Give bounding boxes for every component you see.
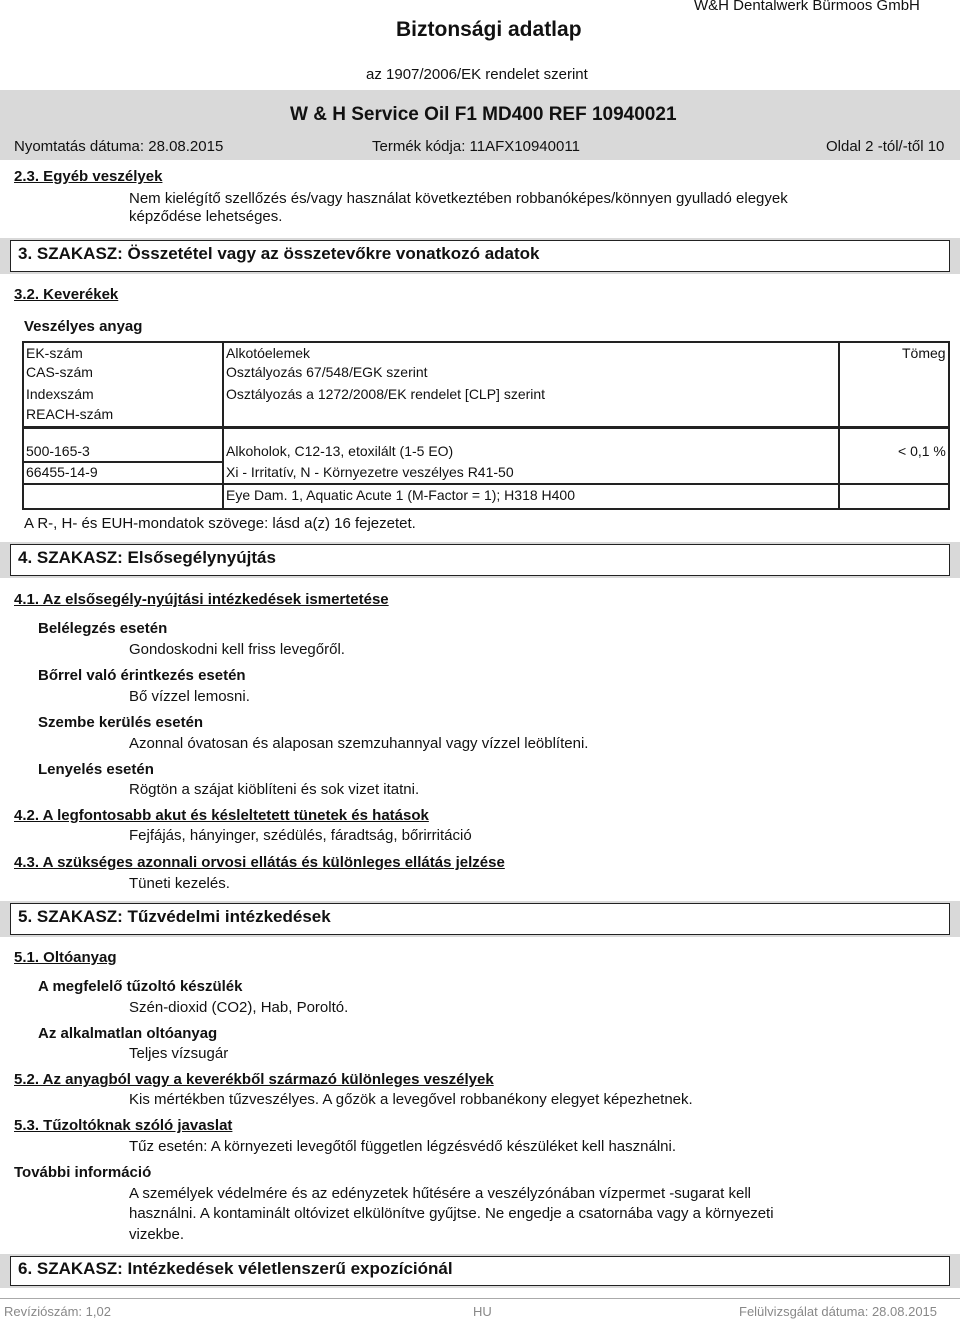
ingestion-text: Rögtön a szájat kiöblíteni és sok vizet itatni. <box>129 781 420 798</box>
td-ek: 500-165-3 <box>26 443 90 459</box>
eye-contact-text: Azonnal óvatosan és alaposan szemzuhannyal vagy vízzel leöblíteni. <box>129 735 589 752</box>
th-mass: Tömeg <box>902 345 946 361</box>
revision-number: Revíziószám: 1,02 <box>4 1304 111 1319</box>
inhalation-heading: Belélegzés esetén <box>38 620 168 637</box>
td-class-2: Eye Dam. 1, Aquatic Acute 1 (M-Factor = 1); H318 H400 <box>226 487 575 503</box>
section-2-3-heading: 2.3. Egyéb veszélyek <box>14 168 163 185</box>
section-3-box <box>10 240 950 272</box>
hazardous-substance-label: Veszélyes anyag <box>24 318 143 335</box>
section-4-box <box>10 544 950 576</box>
further-info-line-2: használni. A kontaminált oltóvizet elkülönítve gyűjtse. Ne engedje a csatornába vagy a környezeti <box>129 1205 774 1222</box>
section-6-title: 6. SZAKASZ: Intézkedések véletlenszerű expozíciónál <box>18 1259 453 1278</box>
section-6-box <box>10 1256 950 1286</box>
th-class-67: Osztályozás 67/548/EGK szerint <box>226 364 428 380</box>
s23-line-1: Nem kielégítő szellőzés és/vagy használat következtében robbanóképes/könnyen gyulladó elegyek <box>129 190 788 207</box>
td-name: Alkoholok, C12-13, etoxilált (1-5 EO) <box>226 443 454 459</box>
section-5-2-text: Kis mértékben tűzveszélyes. A gőzök a levegővel robbanékony elegyet képezhetnek. <box>129 1091 693 1108</box>
s23-line-2: képződése lehetséges. <box>129 208 283 225</box>
section-5-1-heading: 5.1. Oltóanyag <box>14 949 117 966</box>
section-4-3-text: Tüneti kezelés. <box>129 875 230 892</box>
section-4-title: 4. SZAKASZ: Elsősegélynyújtás <box>18 548 276 567</box>
unsuitable-extinguisher-heading: Az alkalmatlan oltóanyag <box>38 1025 218 1042</box>
page-number: Oldal 2 -tól/-től 10 <box>826 138 945 155</box>
section-4-2-heading: 4.2. A legfontosabb akut és késleltetett tünetek és hatások <box>14 807 429 824</box>
section-4-2-text: Fejfájás, hányinger, szédülés, fáradtság, bőrirritáció <box>129 827 472 844</box>
regulation-text: az 1907/2006/EK rendelet szerint <box>366 66 588 83</box>
product-name: W & H Service Oil F1 MD400 REF 10940021 <box>290 104 677 125</box>
product-code: Termék kódja: 11AFX10940011 <box>372 138 580 155</box>
section-4-1-heading: 4.1. Az elsősegély-nyújtási intézkedések ismertetése <box>14 591 389 608</box>
table-bottom-border <box>22 508 950 510</box>
further-info-heading: További információ <box>14 1164 152 1181</box>
section-3-title: 3. SZAKASZ: Összetétel vagy az összetevőkre vonatkozó adatok <box>18 244 540 263</box>
th-cas: CAS-szám <box>26 364 93 380</box>
table-row-line-2 <box>22 483 950 485</box>
footer-divider <box>0 1298 960 1299</box>
th-index: Indexszám <box>26 386 94 402</box>
unsuitable-extinguisher-text: Teljes vízsugár <box>129 1045 229 1062</box>
ingestion-heading: Lenyelés esetén <box>38 761 154 778</box>
td-mass: < 0,1 % <box>898 443 946 459</box>
r-h-note: A R-, H- és EUH-mondatok szövege: lásd a(z) 16 fejezetet. <box>24 515 416 532</box>
suitable-extinguisher-heading: A megfelelő tűzoltó készülék <box>38 978 243 995</box>
th-class-clp: Osztályozás a 1272/2008/EK rendelet [CLP] szerint <box>226 386 546 402</box>
table-head-border <box>22 426 950 429</box>
table-top-border <box>22 341 950 343</box>
eye-contact-heading: Szembe kerülés esetén <box>38 714 204 731</box>
th-ek: EK-szám <box>26 345 83 361</box>
print-date: Nyomtatás dátuma: 28.08.2015 <box>14 138 224 155</box>
section-4-3-heading: 4.3. A szükséges azonnali orvosi ellátás és különleges ellátás jelzése <box>14 854 505 871</box>
further-info-line-3: vizekbe. <box>129 1226 185 1243</box>
table-row-line-1 <box>22 461 222 463</box>
th-reach: REACH-szám <box>26 406 114 422</box>
skin-contact-text: Bő vízzel lemosni. <box>129 688 250 705</box>
section-5-3-text: Tűz esetén: A környezeti levegőtől független légzésvédő készüléket kell használni. <box>129 1138 677 1155</box>
company-name: W&H Dentalwerk Bürmoos GmbH <box>694 0 920 14</box>
section-5-3-heading: 5.3. Tűzoltóknak szóló javaslat <box>14 1117 233 1134</box>
further-info-line-1: A személyek védelmére és az edényzetek hűtésére a veszélyzónában vízpermet -sugarat kell <box>129 1185 751 1202</box>
section-5-2-heading: 5.2. Az anyagból vagy a keverékből származó különleges veszélyek <box>14 1071 494 1088</box>
section-3-2-heading: 3.2. Keverékek <box>14 286 119 303</box>
td-cas: 66455-14-9 <box>26 464 98 480</box>
review-date: Felülvizsgálat dátuma: 28.08.2015 <box>739 1304 938 1319</box>
suitable-extinguisher-text: Szén-dioxid (CO2), Hab, Poroltó. <box>129 999 349 1016</box>
document-title: Biztonsági adatlap <box>396 18 582 41</box>
td-class-1: Xi - Irritatív, N - Környezetre veszélyes R41-50 <box>226 464 514 480</box>
section-5-title: 5. SZAKASZ: Tűzvédelmi intézkedések <box>18 907 331 926</box>
inhalation-text: Gondoskodni kell friss levegőről. <box>129 641 345 658</box>
section-5-box <box>10 903 950 935</box>
language-code: HU <box>473 1304 492 1319</box>
th-components: Alkotóelemek <box>226 345 311 361</box>
skin-contact-heading: Bőrrel való érintkezés esetén <box>38 667 246 684</box>
